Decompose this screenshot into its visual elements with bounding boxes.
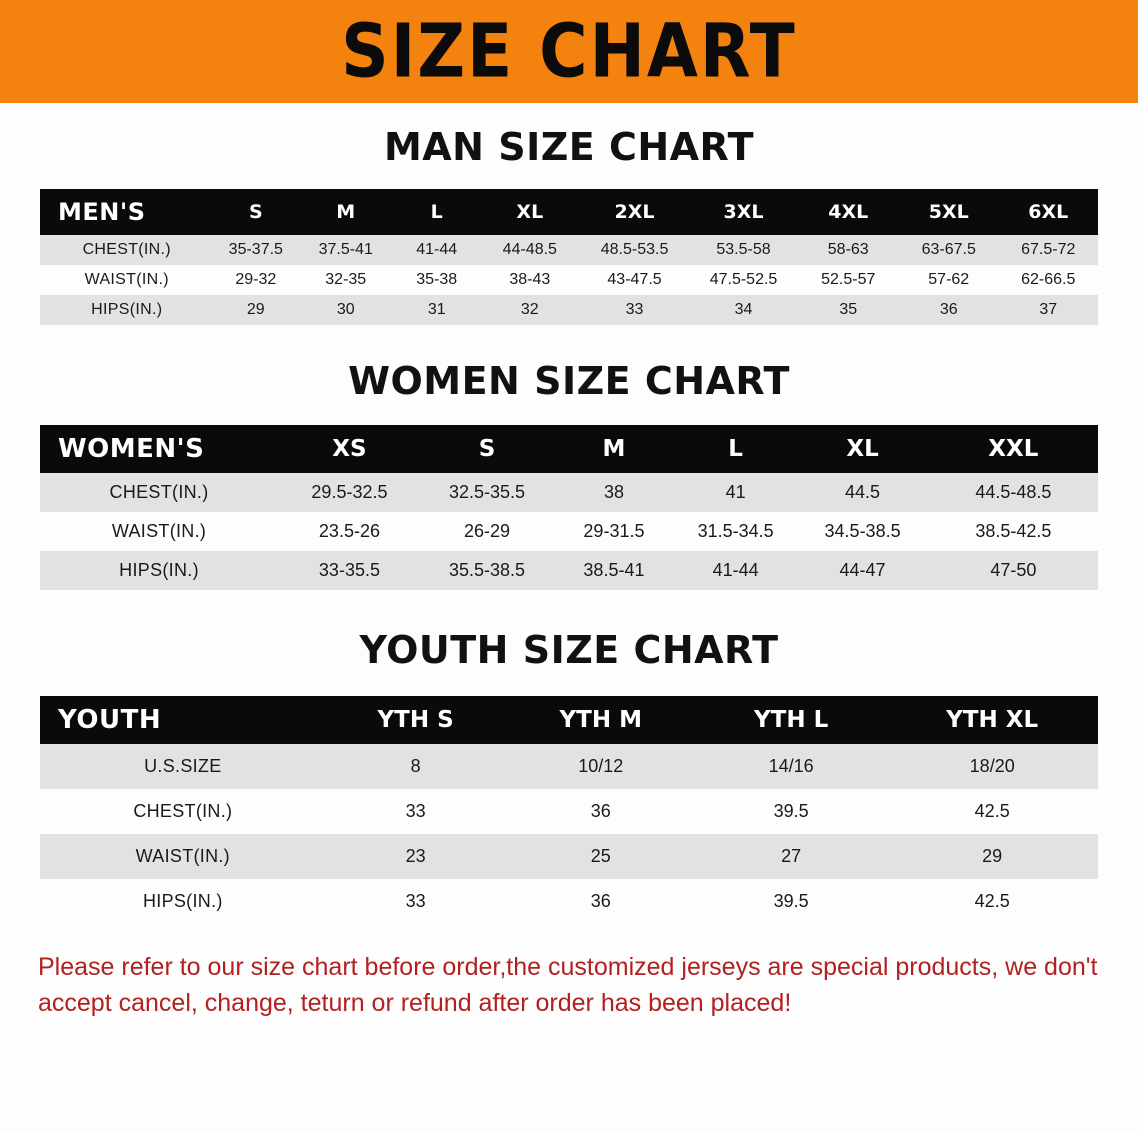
col-header-xs: XS [278, 425, 421, 473]
col-header-yth-m: YTH M [506, 696, 696, 744]
cell: 10/12 [506, 744, 696, 789]
youth-size-table [40, 696, 1098, 924]
col-header-yth-xl: YTH XL [886, 696, 1098, 744]
cell: 36 [899, 295, 998, 325]
table-row [40, 473, 1098, 512]
cell: 34.5-38.5 [796, 512, 928, 551]
cell: 42.5 [886, 789, 1098, 834]
table-row [40, 235, 1098, 265]
women-size-table [40, 425, 1098, 590]
cell: 34 [690, 295, 798, 325]
cell: 44-47 [796, 551, 928, 590]
cell: 25 [506, 834, 696, 879]
cell: 33-35.5 [278, 551, 421, 590]
cell: 37.5-41 [298, 235, 393, 265]
cell: 47.5-52.5 [690, 265, 798, 295]
cell: 35-38 [393, 265, 480, 295]
cell: 39.5 [696, 789, 886, 834]
col-header-yth-l: YTH L [696, 696, 886, 744]
cell: 35.5-38.5 [421, 551, 553, 590]
cell: 27 [696, 834, 886, 879]
man-table-wrap [0, 189, 1138, 325]
cell: 35 [797, 295, 899, 325]
cell: 37 [998, 295, 1098, 325]
row-label-chest: CHEST(IN.) [40, 789, 326, 834]
cell: 44-48.5 [480, 235, 579, 265]
cell: 32.5-35.5 [421, 473, 553, 512]
cell: 44.5-48.5 [929, 473, 1098, 512]
cell: 39.5 [696, 879, 886, 924]
cell: 38.5-41 [553, 551, 675, 590]
cell: 57-62 [899, 265, 998, 295]
cell: 33 [326, 789, 506, 834]
row-label-chest: CHEST(IN.) [40, 235, 214, 265]
col-header-s: S [214, 189, 299, 235]
cell: 41-44 [393, 235, 480, 265]
cell: 29-32 [214, 265, 299, 295]
cell: 32 [480, 295, 579, 325]
table-row [40, 512, 1098, 551]
women-table-wrap [0, 425, 1138, 590]
cell: 35-37.5 [214, 235, 299, 265]
table-row [40, 744, 1098, 789]
cell: 44.5 [796, 473, 928, 512]
cell: 26-29 [421, 512, 553, 551]
order-policy-note: Please refer to our size chart before order,the customized jerseys are special products, we don't accept cancel, change, teturn or refund after order has been placed! [38, 953, 1098, 1017]
cell: 41 [675, 473, 797, 512]
table-row [40, 834, 1098, 879]
cell: 30 [298, 295, 393, 325]
col-header-l: L [675, 425, 797, 473]
cell: 29.5-32.5 [278, 473, 421, 512]
row-label-hips: HIPS(IN.) [40, 295, 214, 325]
col-header-m: M [298, 189, 393, 235]
col-header-youth: YOUTH [40, 696, 326, 744]
col-header-womens: WOMEN'S [40, 425, 278, 473]
table-row [40, 551, 1098, 590]
cell: 52.5-57 [797, 265, 899, 295]
row-label-chest: CHEST(IN.) [40, 473, 278, 512]
page-banner [0, 0, 1138, 103]
col-header-xl: XL [796, 425, 928, 473]
col-header-mens: MEN'S [40, 189, 214, 235]
col-header-xl: XL [480, 189, 579, 235]
cell: 38-43 [480, 265, 579, 295]
cell: 29 [886, 834, 1098, 879]
cell: 48.5-53.5 [580, 235, 690, 265]
cell: 23 [326, 834, 506, 879]
cell: 14/16 [696, 744, 886, 789]
row-label-hips: HIPS(IN.) [40, 879, 326, 924]
cell: 36 [506, 789, 696, 834]
table-header-row [40, 189, 1098, 235]
col-header-5xl: 5XL [899, 189, 998, 235]
cell: 23.5-26 [278, 512, 421, 551]
cell: 62-66.5 [998, 265, 1098, 295]
man-size-table [40, 189, 1098, 325]
cell: 58-63 [797, 235, 899, 265]
col-header-m: M [553, 425, 675, 473]
row-label-us-size: U.S.SIZE [40, 744, 326, 789]
cell: 33 [580, 295, 690, 325]
row-label-waist: WAIST(IN.) [40, 512, 278, 551]
row-label-waist: WAIST(IN.) [40, 265, 214, 295]
cell: 32-35 [298, 265, 393, 295]
youth-table-wrap [0, 696, 1138, 924]
col-header-3xl: 3XL [690, 189, 798, 235]
man-section-title: MAN SIZE CHART [383, 125, 755, 169]
table-row [40, 295, 1098, 325]
table-row [40, 789, 1098, 834]
cell: 41-44 [675, 551, 797, 590]
table-row [40, 879, 1098, 924]
cell: 33 [326, 879, 506, 924]
women-section-title: WOMEN SIZE CHART [348, 359, 790, 403]
col-header-2xl: 2XL [580, 189, 690, 235]
row-label-waist: WAIST(IN.) [40, 834, 326, 879]
cell: 31.5-34.5 [675, 512, 797, 551]
cell: 53.5-58 [690, 235, 798, 265]
table-header-row [40, 425, 1098, 473]
cell: 31 [393, 295, 480, 325]
cell: 63-67.5 [899, 235, 998, 265]
col-header-s: S [421, 425, 553, 473]
cell: 38 [553, 473, 675, 512]
cell: 36 [506, 879, 696, 924]
col-header-xxl: XXL [929, 425, 1098, 473]
cell: 29 [214, 295, 299, 325]
cell: 42.5 [886, 879, 1098, 924]
cell: 38.5-42.5 [929, 512, 1098, 551]
youth-section-title: YOUTH SIZE CHART [359, 628, 779, 672]
cell: 8 [326, 744, 506, 789]
cell: 43-47.5 [580, 265, 690, 295]
page-title: SIZE CHART [341, 7, 797, 95]
cell: 18/20 [886, 744, 1098, 789]
col-header-yth-s: YTH S [326, 696, 506, 744]
row-label-hips: HIPS(IN.) [40, 551, 278, 590]
table-row [40, 265, 1098, 295]
cell: 47-50 [929, 551, 1098, 590]
cell: 29-31.5 [553, 512, 675, 551]
cell: 67.5-72 [998, 235, 1098, 265]
col-header-l: L [393, 189, 480, 235]
col-header-4xl: 4XL [797, 189, 899, 235]
col-header-6xl: 6XL [998, 189, 1098, 235]
table-header-row [40, 696, 1098, 744]
